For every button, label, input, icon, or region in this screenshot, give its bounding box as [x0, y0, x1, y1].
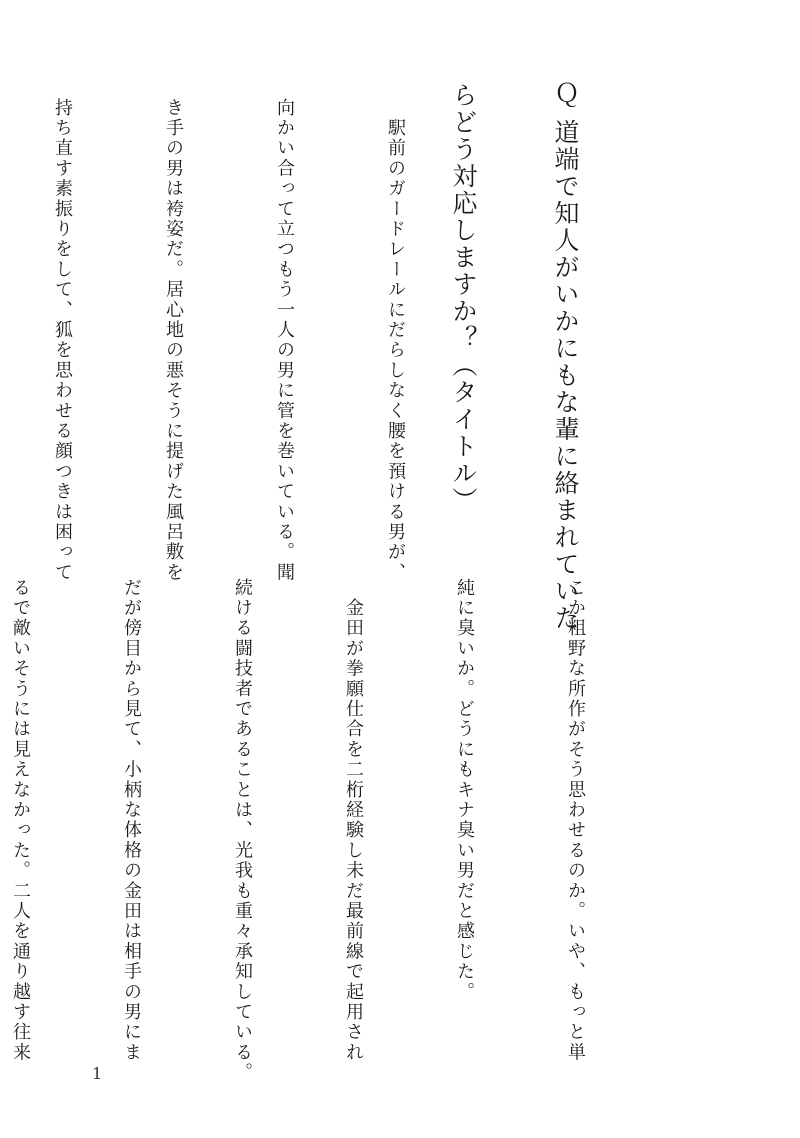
- text-line: 持ち直す素振りをして、狐を思わせる顔つきは困って: [52, 98, 73, 583]
- title-line: らどう対応しますか？（タイトル）: [449, 82, 478, 514]
- text-line: 駅前のガードレールにだらしなく腰を預ける男が、: [385, 98, 406, 583]
- text-line: 向かい合って立つもう一人の男に管を巻いている。聞: [274, 98, 295, 583]
- page-number: 1: [92, 1064, 103, 1083]
- body-text-upper: [0, 98, 488, 583]
- text-line: き手の男は袴姿だ。居心地の悪そうに提げた風呂敷を: [163, 98, 184, 583]
- text-line: るで敵いそうには見えなかった。二人を通り越す往来: [10, 578, 31, 1063]
- text-line: こか粗野な所作がそう思わせるのか。いや、もっと単: [565, 578, 586, 1063]
- title-line: Ｑ 道端で知人がいかにもな輩に絡まれていた: [551, 82, 580, 632]
- body-text-lower: [0, 578, 668, 1083]
- text-line: 純に臭いか。どうにもキナ臭い男だと感じた。: [454, 578, 475, 1003]
- text-line: だが傍目から見て、小柄な体格の金田は相手の男にま: [121, 578, 142, 1063]
- text-line: 続ける闘技者であることは、光我も重々承知している。: [232, 578, 253, 1083]
- text-line: 金田が拳願仕合を二桁経験し未だ最前線で起用され: [343, 578, 364, 1063]
